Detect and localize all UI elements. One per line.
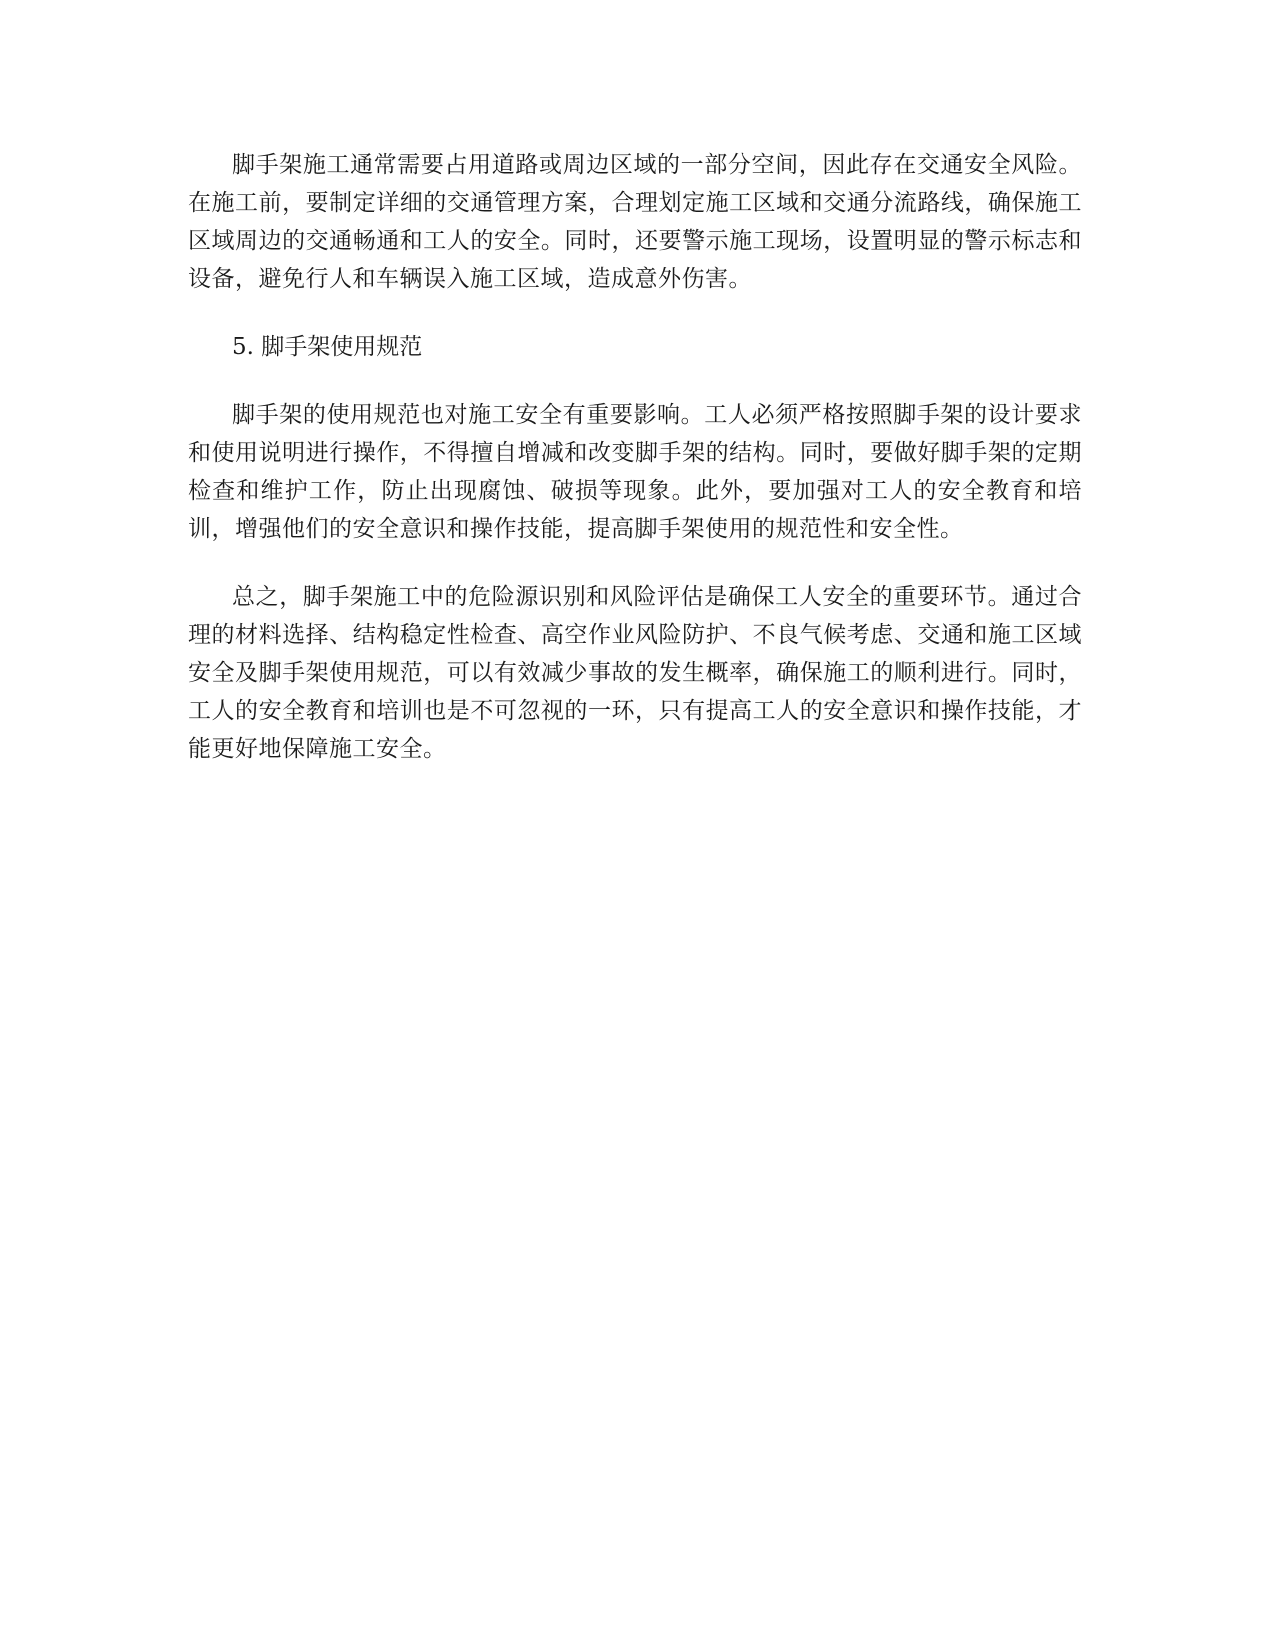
paragraph-traffic-safety: 脚手架施工通常需要占用道路或周边区域的一部分空间，因此存在交通安全风险。在施工前，要制定详细的交通管理方案，合理划定施工区域和交通分流路线，确保施工区域周边的交通畅通和工人的安全。同时，还要警示施工现场，设置明显的警示标志和设备，避免行人和车辆误入施工区域，造成意外伤害。: [188, 152, 1082, 292]
paragraph-scaffold-usage: 脚手架的使用规范也对施工安全有重要影响。工人必须严格按照脚手架的设计要求和使用说明进行操作，不得擅自增减和改变脚手架的结构。同时，要做好脚手架的定期检查和维护工作，防止出现腐蚀、破损等现象。此外，要加强对工人的安全教育和培训，增强他们的安全意识和操作技能，提高脚手架使用的规范性和安全性。: [188, 402, 1082, 542]
section-heading-scaffold-usage: 5. 脚手架使用规范: [232, 334, 423, 360]
paragraph-conclusion: 总之，脚手架施工中的危险源识别和风险评估是确保工人安全的重要环节。通过合理的材料选择、结构稳定性检查、高空作业风险防护、不良气候考虑、交通和施工区域安全及脚手架使用规范，可以有效减少事故的发生概率，确保施工的顺利进行。同时，工人的安全教育和培训也是不可忽视的一环，只有提高工人的安全意识和操作技能，才能更好地保障施工安全。: [188, 584, 1082, 762]
document-body: [188, 146, 1082, 798]
